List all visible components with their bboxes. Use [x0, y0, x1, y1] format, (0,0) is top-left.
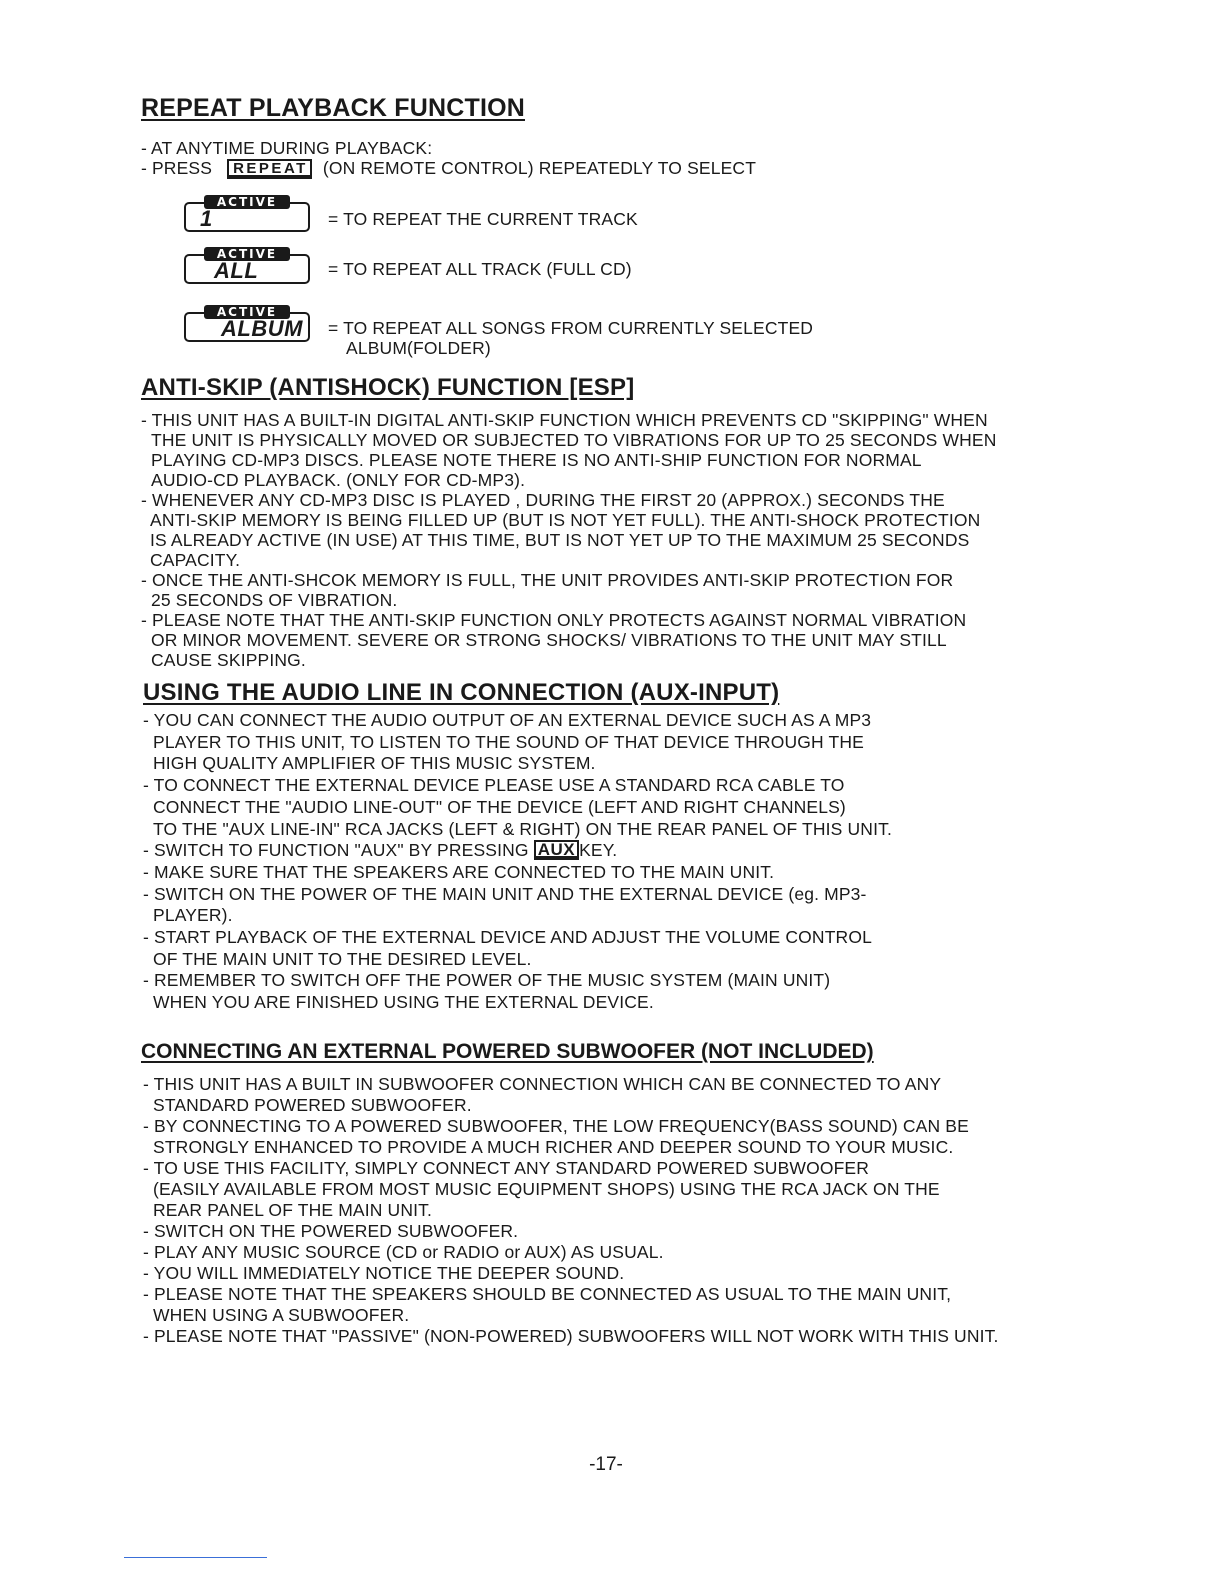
repeat-mode-desc-cont: ALBUM(FOLDER) [346, 338, 491, 358]
press-prefix: - PRESS [141, 158, 213, 178]
body-line: - SWITCH ON THE POWERED SUBWOOFER. [143, 1221, 519, 1241]
body-line: IS ALREADY ACTIVE (IN USE) AT THIS TIME, BUT IS NOT YET UP TO THE MAXIMUM 25 SECONDS [150, 530, 970, 550]
switch-suffix: KEY. [579, 840, 618, 861]
body-line: - REMEMBER TO SWITCH OFF THE POWER OF THE MUSIC SYSTEM (MAIN UNIT) [143, 970, 831, 991]
switch-prefix: - SWITCH TO FUNCTION "AUX" BY PRESSING [143, 840, 529, 861]
body-line: AUDIO-CD PLAYBACK. (ONLY FOR CD-MP3). [151, 470, 526, 490]
body-line: - TO CONNECT THE EXTERNAL DEVICE PLEASE USE A STANDARD RCA CABLE TO [143, 775, 845, 796]
repeat-mode-desc: = TO REPEAT ALL SONGS FROM CURRENTLY SELECTED [328, 318, 814, 338]
aux-body [143, 710, 892, 1014]
body-line: ANTI-SKIP MEMORY IS BEING FILLED UP (BUT IS NOT YET FULL). THE ANTI-SHOCK PROTECTION [150, 510, 981, 530]
repeat-mode-desc: = TO REPEAT ALL TRACK (FULL CD) [328, 259, 632, 279]
section-heading-antiskip: ANTI-SKIP (ANTISHOCK) FUNCTION [ESP] [141, 374, 635, 401]
body-line: WHEN YOU ARE FINISHED USING THE EXTERNAL DEVICE. [153, 992, 654, 1013]
body-line: - YOU WILL IMMEDIATELY NOTICE THE DEEPER SOUND. [143, 1263, 625, 1283]
page-number: -17- [589, 1454, 623, 1475]
body-line: PLAYER). [153, 905, 233, 926]
repeat-key-icon: REPEAT [227, 159, 312, 179]
body-line: - PLEASE NOTE THAT THE SPEAKERS SHOULD BE CONNECTED AS USUAL TO THE MAIN UNIT, [143, 1284, 952, 1304]
body-line: - PLEASE NOTE THAT "PASSIVE" (NON-POWERED) SUBWOOFERS WILL NOT WORK WITH THIS UNIT. [143, 1326, 999, 1346]
body-line: CAUSE SKIPPING. [151, 650, 306, 670]
body-line: HIGH QUALITY AMPLIFIER OF THIS MUSIC SYSTEM. [153, 753, 596, 774]
body-line: WHEN USING A SUBWOOFER. [153, 1305, 410, 1325]
body-line: THE UNIT IS PHYSICALLY MOVED OR SUBJECTED TO VIBRATIONS FOR UP TO 25 SECONDS WHEN [151, 430, 997, 450]
active-label: ACTIVE [204, 247, 290, 261]
body-line: CONNECT THE "AUDIO LINE-OUT" OF THE DEVICE (LEFT AND RIGHT CHANNELS) [153, 796, 846, 817]
body-line: PLAYING CD-MP3 DISCS. PLEASE NOTE THERE IS NO ANTI-SHIP FUNCTION FOR NORMAL [151, 450, 922, 470]
body-line: - TO USE THIS FACILITY, SIMPLY CONNECT ANY STANDARD POWERED SUBWOOFER [143, 1158, 870, 1178]
section-heading-aux: USING THE AUDIO LINE IN CONNECTION (AUX-INPUT) [143, 679, 780, 706]
body-line: OR MINOR MOVEMENT. SEVERE OR STRONG SHOCKS/ VIBRATIONS TO THE UNIT MAY STILL [151, 630, 947, 650]
body-line: - BY CONNECTING TO A POWERED SUBWOOFER, THE LOW FREQUENCY(BASS SOUND) CAN BE [143, 1116, 969, 1136]
active-label: ACTIVE [204, 195, 290, 209]
footer-rule [124, 1557, 267, 1558]
indicator-value: ALBUM [221, 316, 303, 341]
body-line: 25 SECONDS OF VIBRATION. [151, 590, 398, 610]
indicator-value: ALL [214, 258, 259, 283]
body-line: - MAKE SURE THAT THE SPEAKERS ARE CONNECTED TO THE MAIN UNIT. [143, 861, 775, 882]
body-line: - WHENEVER ANY CD-MP3 DISC IS PLAYED , DURING THE FIRST 20 (APPROX.) SECONDS THE [141, 490, 945, 510]
body-line: - PLAY ANY MUSIC SOURCE (CD or RADIO or AUX) AS USUAL. [143, 1242, 664, 1262]
body-line: - ONCE THE ANTI-SHCOK MEMORY IS FULL, THE UNIT PROVIDES ANTI-SKIP PROTECTION FOR [141, 570, 954, 590]
active-label: ACTIVE [204, 305, 290, 319]
section-heading-subwoofer: CONNECTING AN EXTERNAL POWERED SUBWOOFER (NOT INCLUDED) [141, 1040, 874, 1063]
aux-switch-line [143, 840, 892, 862]
repeat-line: - AT ANYTIME DURING PLAYBACK: [141, 138, 433, 158]
body-line: - YOU CAN CONNECT THE AUDIO OUTPUT OF AN EXTERNAL DEVICE SUCH AS A MP3 [143, 710, 872, 730]
body-line: - SWITCH ON THE POWER OF THE MAIN UNIT AND THE EXTERNAL DEVICE (eg. MP3- [143, 883, 867, 904]
body-line: - THIS UNIT HAS A BUILT IN SUBWOOFER CONNECTION WHICH CAN BE CONNECTED TO ANY [143, 1074, 942, 1094]
body-line: - THIS UNIT HAS A BUILT-IN DIGITAL ANTI-SKIP FUNCTION WHICH PREVENTS CD "SKIPPING" WHEN [141, 410, 988, 430]
body-line: - PLEASE NOTE THAT THE ANTI-SKIP FUNCTION ONLY PROTECTS AGAINST NORMAL VIBRATION [141, 610, 967, 630]
repeat-one-indicator [184, 195, 312, 231]
repeat-press-line [141, 158, 756, 179]
body-line: OF THE MAIN UNIT TO THE DESIRED LEVEL. [153, 948, 532, 969]
subwoofer-body [143, 1074, 999, 1347]
body-line: TO THE "AUX LINE-IN" RCA JACKS (LEFT & RIGHT) ON THE REAR PANEL OF THIS UNIT. [153, 818, 893, 839]
repeat-mode-desc: = TO REPEAT THE CURRENT TRACK [328, 209, 638, 229]
body-line: REAR PANEL OF THE MAIN UNIT. [153, 1200, 433, 1220]
antiskip-body [141, 410, 997, 670]
indicator-value: 1 [200, 206, 213, 231]
body-line: STRONGLY ENHANCED TO PROVIDE A MUCH RICHER AND DEEPER SOUND TO YOUR MUSIC. [153, 1137, 954, 1157]
section-heading-repeat: REPEAT PLAYBACK FUNCTION [141, 94, 525, 122]
repeat-album-indicator [184, 305, 312, 341]
repeat-all-indicator [184, 247, 312, 283]
body-line: CAPACITY. [150, 550, 241, 570]
press-suffix: (ON REMOTE CONTROL) REPEATEDLY TO SELECT [322, 158, 757, 178]
body-line: PLAYER TO THIS UNIT, TO LISTEN TO THE SOUND OF THAT DEVICE THROUGH THE [153, 731, 864, 752]
body-line: STANDARD POWERED SUBWOOFER. [153, 1095, 472, 1115]
aux-key-icon: AUX [534, 840, 579, 860]
body-line: - START PLAYBACK OF THE EXTERNAL DEVICE AND ADJUST THE VOLUME CONTROL [143, 927, 872, 948]
body-line: (EASILY AVAILABLE FROM MOST MUSIC EQUIPMENT SHOPS) USING THE RCA JACK ON THE [153, 1179, 940, 1199]
